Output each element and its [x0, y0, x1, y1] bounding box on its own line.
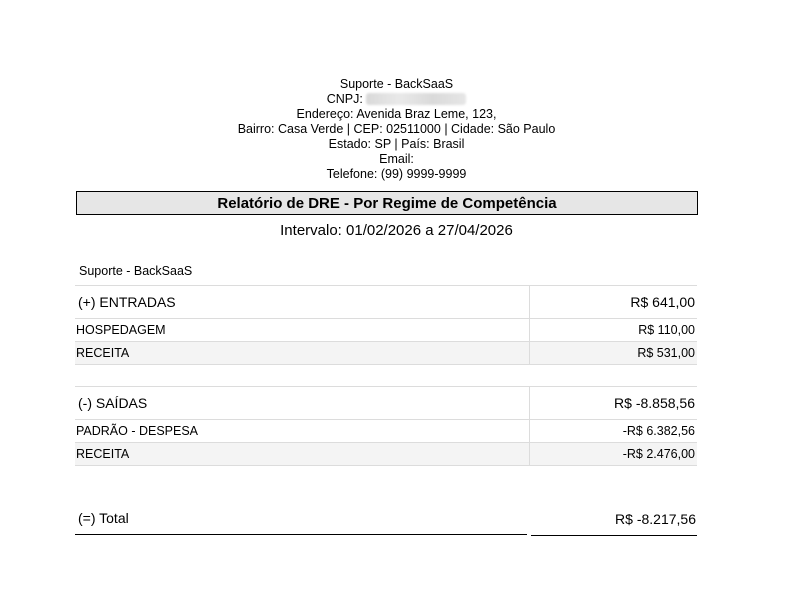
cnpj-label: CNPJ:: [326, 92, 363, 106]
table-row: [75, 342, 697, 365]
item-name: RECEITA: [75, 342, 530, 364]
item-value: R$ 110,00: [638, 323, 695, 337]
entradas-total: R$ 641,00: [630, 294, 695, 310]
total-value: R$ -8.217,56: [615, 511, 696, 527]
email-line: Email:: [379, 152, 414, 166]
total-underline-right: [531, 535, 697, 536]
total-label: (=) Total: [78, 510, 129, 526]
report-interval: Intervalo: 01/02/2026 a 27/04/2026: [280, 222, 513, 239]
entradas-label: (+) ENTRADAS: [75, 286, 530, 318]
item-name: PADRÃO - DESPESA: [75, 420, 530, 442]
entradas-header-row: [75, 285, 697, 319]
item-value: -R$ 6.382,56: [622, 424, 695, 438]
cnpj-redacted: [366, 93, 466, 105]
company-name: Suporte - BackSaaS: [339, 77, 454, 91]
phone-line: Telefone: (99) 9999-9999: [326, 167, 467, 181]
district-line: Bairro: Casa Verde | CEP: 02511000 | Cidade: São Paulo: [237, 122, 556, 136]
entradas-table: [75, 285, 697, 365]
state-line: Estado: SP | País: Brasil: [328, 137, 465, 151]
item-value: -R$ 2.476,00: [622, 447, 695, 461]
item-name: RECEITA: [75, 443, 530, 465]
table-row: [75, 420, 697, 443]
cnpj-line: [0, 92, 793, 107]
company-header: [0, 77, 793, 182]
report-company: Suporte - BackSaaS: [79, 264, 193, 278]
table-row: [75, 443, 697, 466]
saidas-table: [75, 386, 697, 466]
item-name: HOSPEDAGEM: [75, 319, 530, 341]
report-title: Relatório de DRE - Por Regime de Competência: [76, 191, 698, 215]
table-row: [75, 319, 697, 342]
saidas-header-row: [75, 386, 697, 420]
address-line: Endereço: Avenida Braz Leme, 123,: [296, 107, 497, 121]
total-underline-left: [75, 534, 527, 535]
saidas-total: R$ -8.858,56: [614, 395, 695, 411]
item-value: R$ 531,00: [637, 346, 695, 360]
saidas-label: (-) SAÍDAS: [75, 387, 530, 419]
